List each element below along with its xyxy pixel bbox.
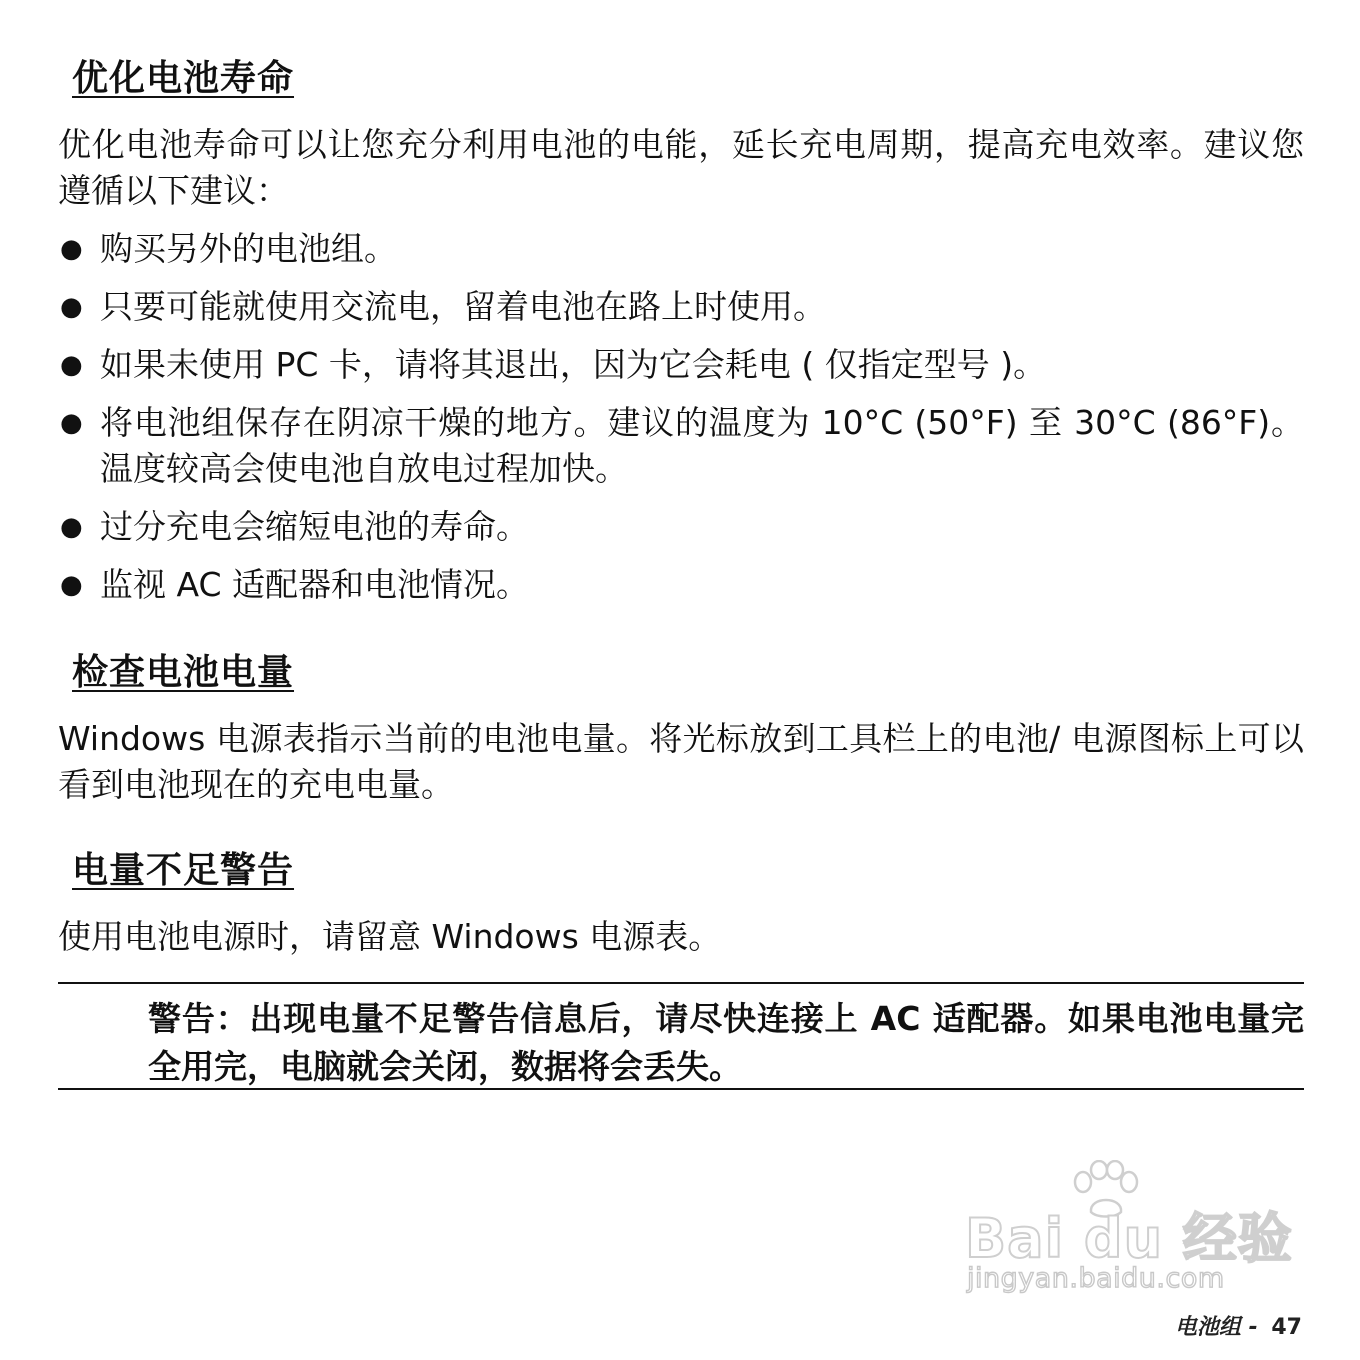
list-item-text: 只要可能就使用交流电，留着电池在路上时使用。 xyxy=(100,287,826,326)
warning-note: 警告：出现电量不足警告信息后，请尽快连接上 AC 适配器。如果电池电量完全用完，电脑就会关闭，数据将会丢失。 xyxy=(148,999,1304,1086)
watermark-url: jingyan.baidu.com xyxy=(967,1263,1225,1294)
battery-tips-list xyxy=(58,226,1304,608)
bullet-icon: ● xyxy=(60,570,83,600)
warning-top-divider xyxy=(58,982,1304,984)
page-footer xyxy=(1175,1310,1302,1341)
low-battery-body: 使用电池电源时，请留意 Windows 电源表。 xyxy=(58,917,722,956)
list-item-text: 购买另外的电池组。 xyxy=(100,229,397,268)
list-item-text: 监视 AC 适配器和电池情况。 xyxy=(100,565,530,604)
list-item xyxy=(58,400,1304,492)
section-heading-battery-life: 优化电池寿命 xyxy=(72,58,295,99)
warning-bottom-divider xyxy=(58,1088,1304,1090)
bullet-icon: ● xyxy=(60,350,83,380)
list-item-text: 过分充电会缩短电池的寿命。 xyxy=(100,507,529,546)
list-item xyxy=(58,504,1304,550)
list-item-text: 将电池组保存在阴凉干燥的地方。建议的温度为 10°C (50°F) 至 30°C (86°F)。温度较高会使电池自放电过程加快。 xyxy=(100,403,1304,488)
list-item xyxy=(58,342,1304,388)
list-item xyxy=(58,226,1304,272)
list-item-text: 如果未使用 PC 卡，请将其退出，因为它会耗电 ( 仅指定型号 )。 xyxy=(100,345,1047,384)
page-number: 47 xyxy=(1271,1315,1302,1340)
baidu-watermark xyxy=(965,1160,1293,1310)
bullet-icon: ● xyxy=(60,408,83,438)
bullet-icon: ● xyxy=(60,234,83,264)
list-item xyxy=(58,562,1304,608)
watermark-brand: Bai du 经验 xyxy=(965,1207,1293,1270)
section-heading-low-battery: 电量不足警告 xyxy=(72,850,295,891)
battery-life-intro: 优化电池寿命可以让您充分利用电池的电能，延长充电周期，提高充电效率。建议您遵循以下建议： xyxy=(58,125,1304,210)
footer-section-title: 电池组 - xyxy=(1174,1315,1258,1340)
bullet-icon: ● xyxy=(60,512,83,542)
list-item xyxy=(58,284,1304,330)
section-heading-check-battery: 检查电池电量 xyxy=(72,652,295,693)
check-battery-body: Windows 电源表指示当前的电池电量。将光标放到工具栏上的电池/ 电源图标上可以看到电池现在的充电电量。 xyxy=(58,719,1304,804)
bullet-icon: ● xyxy=(60,292,83,322)
